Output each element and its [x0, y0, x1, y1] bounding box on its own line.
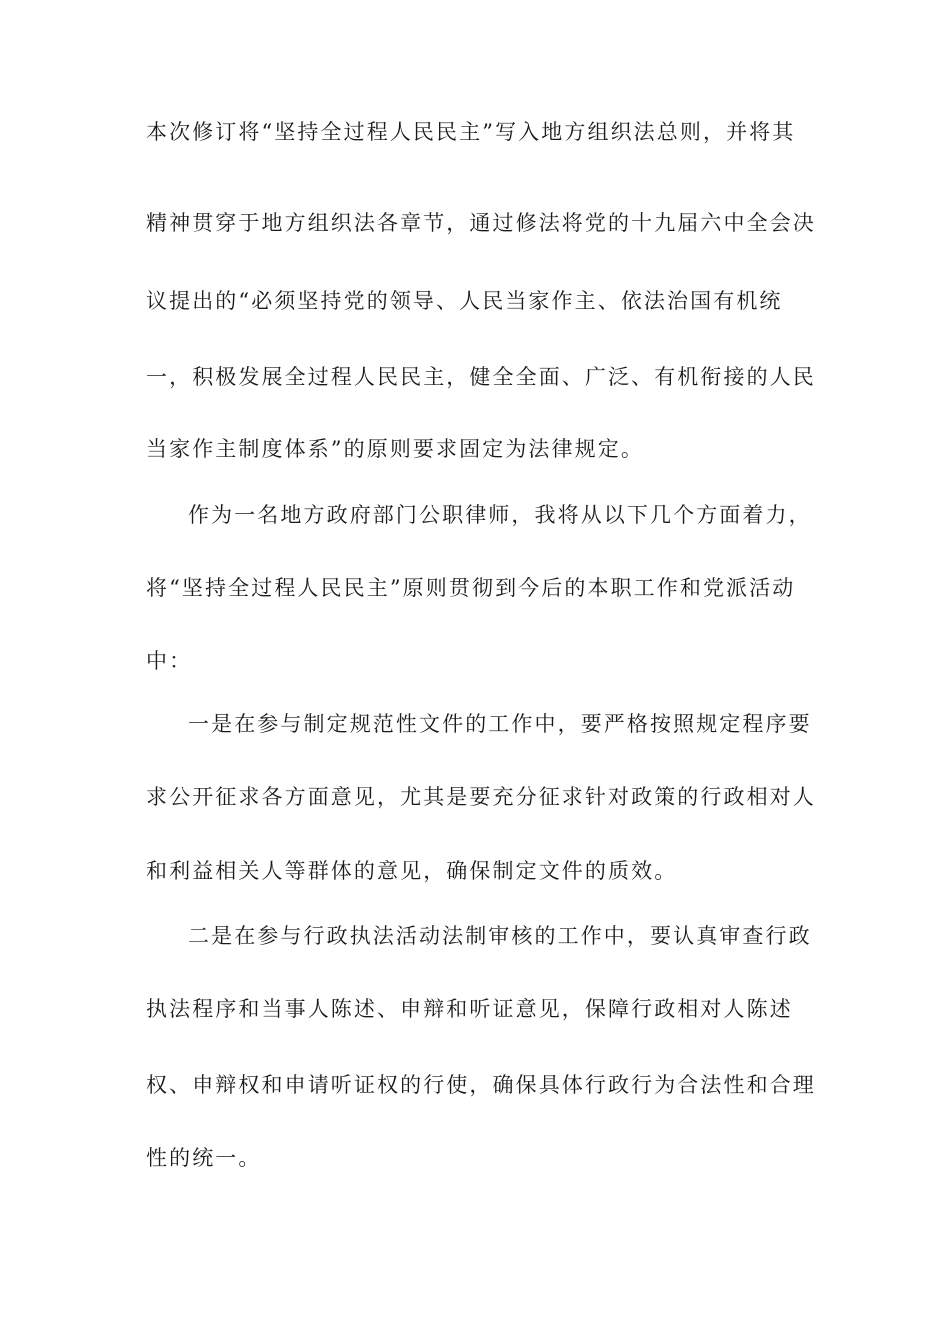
- text-line: 求公开征求各方面意见，尤其是要充分征求针对政策的行政相对人: [146, 785, 816, 809]
- text-line: 执法程序和当事人陈述、申辩和听证意见，保障行政相对人陈述: [146, 997, 793, 1021]
- text-line: 性的统一。: [146, 1146, 262, 1170]
- text-line: 本次修订将“坚持全过程人民民主”写入地方组织法总则，并将其: [146, 120, 796, 144]
- text-line: 将“坚持全过程人民民主”原则贯彻到今后的本职工作和党派活动: [146, 576, 796, 600]
- text-line: 一，积极发展全过程人民民主，健全全面、广泛、有机衔接的人民: [146, 365, 816, 389]
- text-line: 作为一名地方政府部门公职律师，我将从以下几个方面着力，: [188, 503, 812, 527]
- text-line: 和利益相关人等群体的意见，确保制定文件的质效。: [146, 859, 678, 883]
- text-line: 议提出的“必须坚持党的领导、人民当家作主、依法治国有机统: [146, 289, 783, 313]
- text-line: 精神贯穿于地方组织法各章节，通过修法将党的十九届六中全会决: [146, 211, 816, 235]
- text-line: 中：: [146, 649, 193, 673]
- text-line: 权、申辩权和申请听证权的行使，确保具体行政行为合法性和合理: [146, 1073, 816, 1097]
- text-line: 当家作主制度体系”的原则要求固定为法律规定。: [146, 437, 644, 461]
- text-line: 一是在参与制定规范性文件的工作中，要严格按照规定程序要: [188, 712, 812, 736]
- text-line: 二是在参与行政执法活动法制审核的工作中，要认真审查行政: [188, 924, 812, 948]
